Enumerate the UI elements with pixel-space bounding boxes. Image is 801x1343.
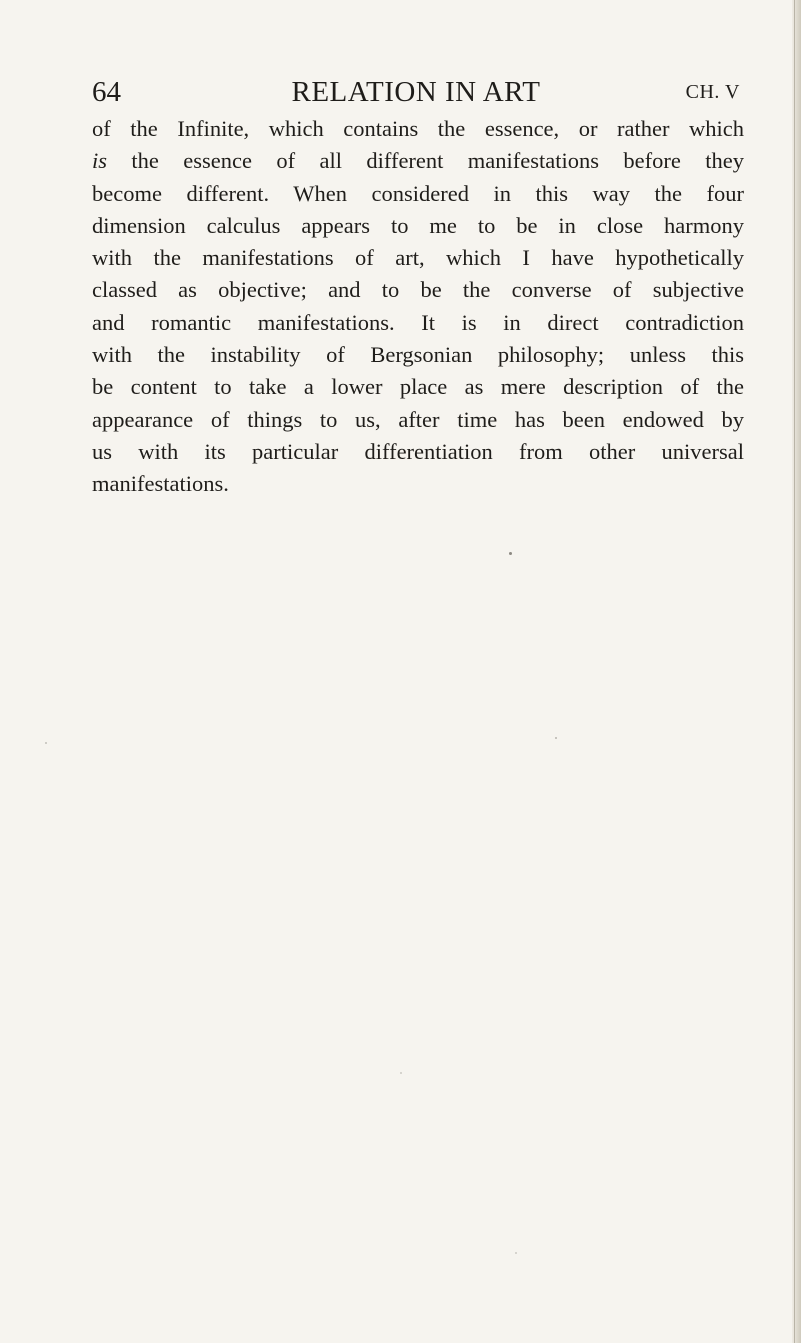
paper-speck (515, 1252, 517, 1254)
text-line-rest: the essence of all different manifestations before they (107, 148, 744, 174)
text-line: become different. When considered in this way the four (92, 180, 744, 206)
text-line: dimension calculus appears to me to be in close harmony (92, 212, 744, 238)
paper-speck (45, 742, 47, 744)
page-number: 64 (92, 76, 121, 108)
text-line: manifestations. (92, 471, 229, 497)
text-line: classed as objective; and to be the converse of subjective (92, 277, 744, 303)
text-line: us with its particular differentiation from other universal (92, 438, 744, 464)
text-line: and romantic manifestations. It is in direct contradiction (92, 309, 744, 335)
text-line: with the manifestations of art, which I have hypothetically (92, 245, 744, 271)
paper-speck (555, 737, 557, 739)
page-edge-line (794, 0, 795, 1343)
running-head-title: RELATION IN ART (291, 76, 541, 108)
chapter-marker: CH. V (685, 81, 740, 103)
text-line: be content to take a lower place as mere description of the (92, 374, 744, 400)
body-paragraph (92, 113, 744, 501)
text-line (92, 145, 744, 177)
paper-speck (509, 552, 512, 555)
italic-emphasis: is (92, 148, 108, 174)
text-line: appearance of things to us, after time has been endowed by (92, 406, 744, 432)
text-line: of the Infinite, which contains the essence, or rather which (92, 116, 744, 141)
running-head (92, 74, 740, 110)
text-line: with the instability of Bergsonian philosophy; unless this (92, 342, 744, 368)
paper-speck (400, 1072, 402, 1074)
